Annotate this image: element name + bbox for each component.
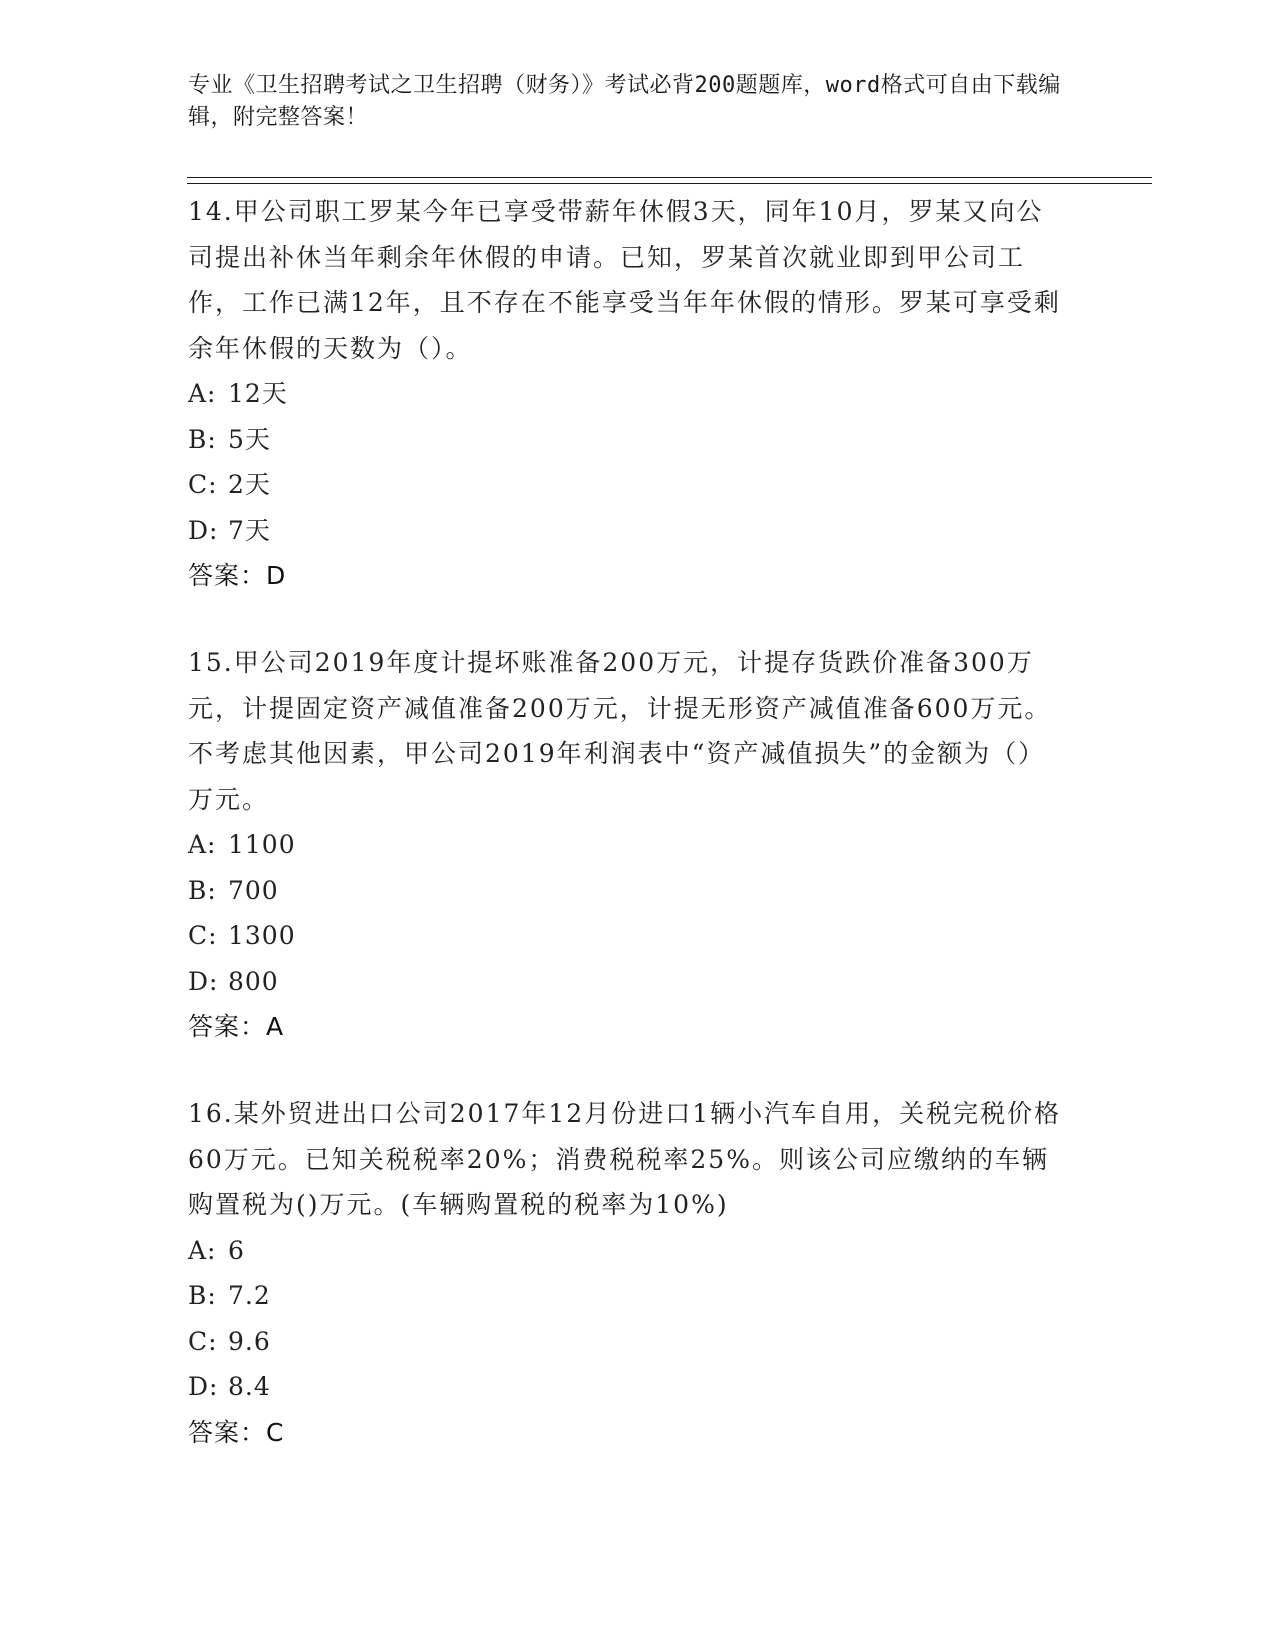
option-text: 8.4 [228,1372,271,1401]
option-a [188,822,1068,868]
document-header [188,70,1068,134]
option-c [188,462,1068,508]
option-text: 2天 [228,470,271,499]
option-c [188,1319,1068,1365]
option-key: D: [188,515,219,545]
option-key: D: [188,966,219,996]
question-15 [188,640,1068,1050]
option-key: B: [188,424,217,454]
question-stem: 16.某外贸进出口公司2017年12月份进口1辆小汽车自用，关税完税价格60万元。已知关税税率20%；消费税税率25%。则该公司应缴纳的车辆购置税为()万元。(车辆购置税的税率为10%) [188,1099,1062,1219]
option-text: 7天 [228,515,271,545]
option-text: 6 [228,1235,245,1265]
option-key: C: [188,470,218,499]
option-text: 700 [228,875,279,905]
answer-line: 答案：C [188,1417,285,1447]
option-d [188,1364,1068,1410]
option-key: C: [188,1326,218,1356]
option-text: 7.2 [228,1281,271,1310]
option-text: 5天 [228,424,271,454]
header-double-rule [187,177,1152,184]
option-b [188,1273,1068,1319]
question-stem: 15.甲公司2019年度计提坏账准备200万元，计提存货跌价准备300万元，计提固定资产减值准备200万元，计提无形资产减值准备600万元。不考虑其他因素，甲公司2019年利润表中“资产减值损失”的金额为（）万元。 [188,648,1052,814]
option-b [188,417,1068,463]
option-key: A: [188,379,217,408]
option-d [188,959,1068,1005]
option-key: B: [188,875,217,905]
option-text: 800 [228,966,279,996]
option-key: A: [188,1235,217,1265]
answer-line: 答案：D [188,561,287,590]
option-key: D: [188,1372,219,1401]
option-text: 1100 [228,830,296,859]
option-key: C: [188,921,218,950]
document-title: 专业《卫生招聘考试之卫生招聘（财务）》考试必背200题题库，word格式可自由下载编辑，附完整答案！ [188,73,1061,130]
option-key: A: [188,830,217,859]
option-text: 12天 [228,379,288,408]
answer-line: 答案：A [188,1012,285,1041]
question-stem: 14.甲公司职工罗某今年已享受带薪年休假3天，同年10月，罗某又向公司提出补休当年剩余年休假的申请。已知，罗某首次就业即到甲公司工作，工作已满12年，且不存在不能享受当年年休假的情形。罗某可享受剩余年休假的天数为（）。 [188,197,1061,363]
question-14 [188,189,1068,599]
option-a [188,371,1068,417]
option-a [188,1228,1068,1274]
option-key: B: [188,1281,217,1310]
option-c [188,913,1068,959]
option-b [188,868,1068,914]
option-d [188,508,1068,554]
question-16 [188,1091,1068,1455]
option-text: 9.6 [228,1326,271,1356]
option-text: 1300 [228,921,296,950]
